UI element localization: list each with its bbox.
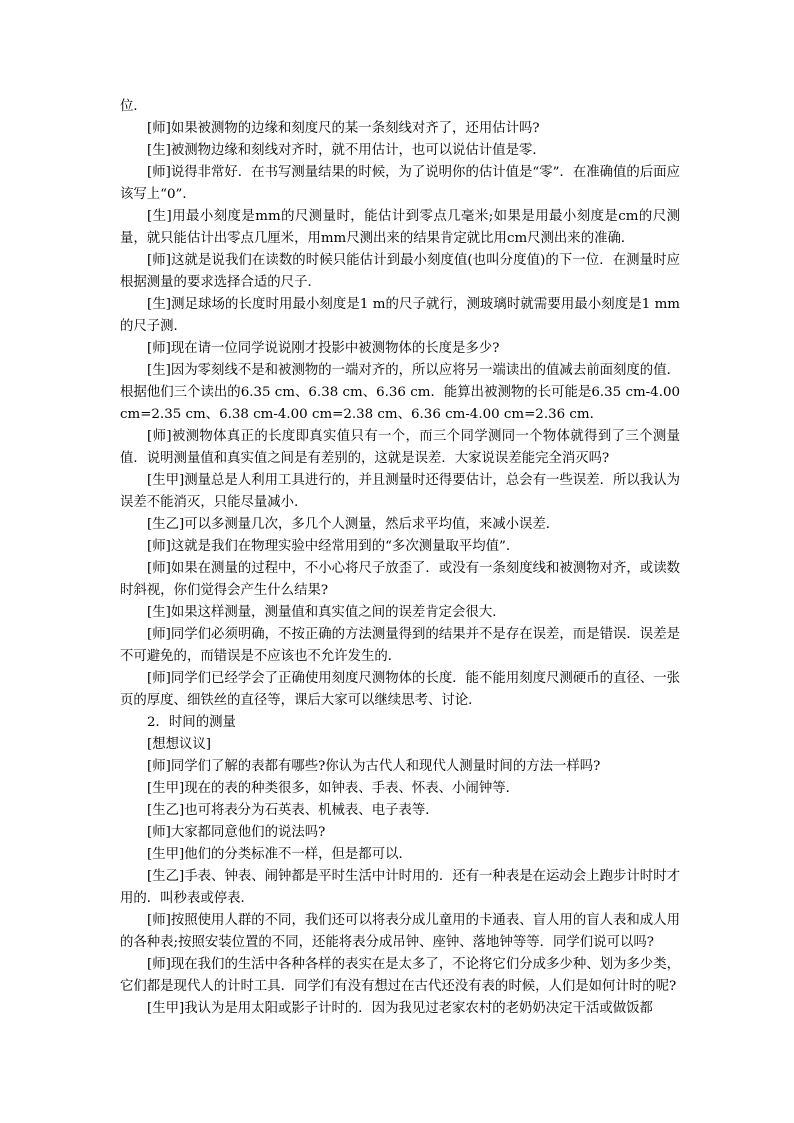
paragraph: [师]同学们了解的表都有哪些?你认为古代人和现代人测量时间的方法一样吗?: [147, 759, 601, 774]
paragraph: [生乙]可以多测量几次，多几个人测量，然后求平均值，来减小误差．: [147, 517, 560, 532]
paragraph: [师]现在请一位同学说说刚才投影中被测物体的长度是多少?: [147, 341, 500, 356]
paragraph: [师]如果被测物的边缘和刻度尺的某一条刻线对齐了，还用估计吗?: [147, 121, 540, 136]
paragraph-continuation: 位．: [120, 99, 147, 114]
paragraph: [生甲]他们的分类标准不一样，但是都可以．: [147, 847, 412, 862]
paragraph: [师]大家都同意他们的说法吗?: [147, 825, 326, 840]
document-page: [120, 96, 680, 1020]
paragraph: [师]现在我们的生活中各种各样的表实在是太多了，不论将它们分成多少种、划为多少类，它们都是现代人的计时工具．同学们有没有想过在古代还没有表的时候，人们是如何计时的呢?: [120, 957, 680, 994]
paragraph: [师]同学们已经学会了正确使用刻度尺测物体的长度．能不能用刻度尺测硬币的直径、一张页的厚度、细铁丝的直径等，课后大家可以继续思考、讨论．: [120, 671, 680, 708]
paragraph: [生]用最小刻度是mm的尺测量时，能估计到零点几毫米;如果是用最小刻度是cm的尺测量，就只能估计出零点几厘米，用mm尺测出来的结果肯定就比用cm尺测出来的准确．: [120, 209, 680, 246]
subsection-label: [想想议议]: [147, 737, 212, 752]
paragraph: [师]按照使用人群的不同，我们还可以将表分成儿童用的卡通表、盲人用的盲人表和成人用的各种表;按照安装位置的不同，还能将表分成吊钟、座钟、落地钟等等．同学们说可以吗?: [120, 913, 680, 950]
paragraph: [师]同学们必须明确，不按正确的方法测量得到的结果并不是存在误差，而是错误．误差是不可避免的，而错误是不应该也不允许发生的．: [120, 627, 680, 664]
paragraph: [师]这就是我们在物理实验中经常用到的“多次测量取平均值”．: [147, 539, 520, 554]
paragraph: [生甲]现在的表的种类很多，如钟表、手表、怀表、小闹钟等．: [147, 781, 519, 796]
paragraph: [生甲]测量总是人利用工具进行的，并且测量时还得要估计，总会有一些误差．所以我认为误差不能消灭，只能尽量减小．: [120, 473, 680, 510]
section-heading: 2．时间的测量: [147, 715, 236, 730]
paragraph: [师]如果在测量的过程中，不小心将尺子放歪了．或没有一条刻度线和被测物对齐，或读数时斜视，你们觉得会产生什么结果?: [120, 561, 680, 598]
paragraph: [生]测足球场的长度时用最小刻度是1 m的尺子就行，测玻璃时就需要用最小刻度是1 mm的尺子测．: [120, 297, 680, 334]
paragraph: [师]被测物体真正的长度即真实值只有一个，而三个同学测同一个物体就得到了三个测量值．说明测量值和真实值之间是有差别的，这就是误差．大家说误差能完全消灭吗?: [120, 429, 680, 466]
paragraph: [师]这就是说我们在读数的时候只能估计到最小刻度值(也叫分度值)的下一位．在测量时应根据测量的要求选择合适的尺子．: [120, 253, 680, 290]
paragraph: [生]因为零刻线不是和被测物的一端对齐的，所以应将另一端读出的值减去前面刻度的值．根据他们三个读出的6.35 cm、6.38 cm、6.36 cm．能算出被测物的长可能是6.35 cm-4.00 cm=2.35 cm、6.38 cm-4.00 cm=2.38 cm、6.36 cm-4.00 cm=2.36 cm．: [120, 363, 680, 422]
paragraph: [师]说得非常好．在书写测量结果的时候，为了说明你的估计值是“零”．在准确值的后面应该写上“0”．: [120, 165, 680, 202]
paragraph: [生]如果这样测量，测量值和真实值之间的误差肯定会很大．: [147, 605, 506, 620]
paragraph: [生乙]也可将表分为石英表、机械表、电子表等．: [147, 803, 439, 818]
paragraph: [生乙]手表、钟表、闹钟都是平时生活中计时用的．还有一种表是在运动会上跑步计时时才用的．叫秒表或停表．: [120, 869, 680, 906]
paragraph: [生甲]我认为是用太阳或影子计时的．因为我见过老家农村的老奶奶决定干活或做饭都: [147, 1001, 653, 1016]
paragraph: [生]被测物边缘和刻线对齐时，就不用估计，也可以说估计值是零．: [147, 143, 546, 158]
